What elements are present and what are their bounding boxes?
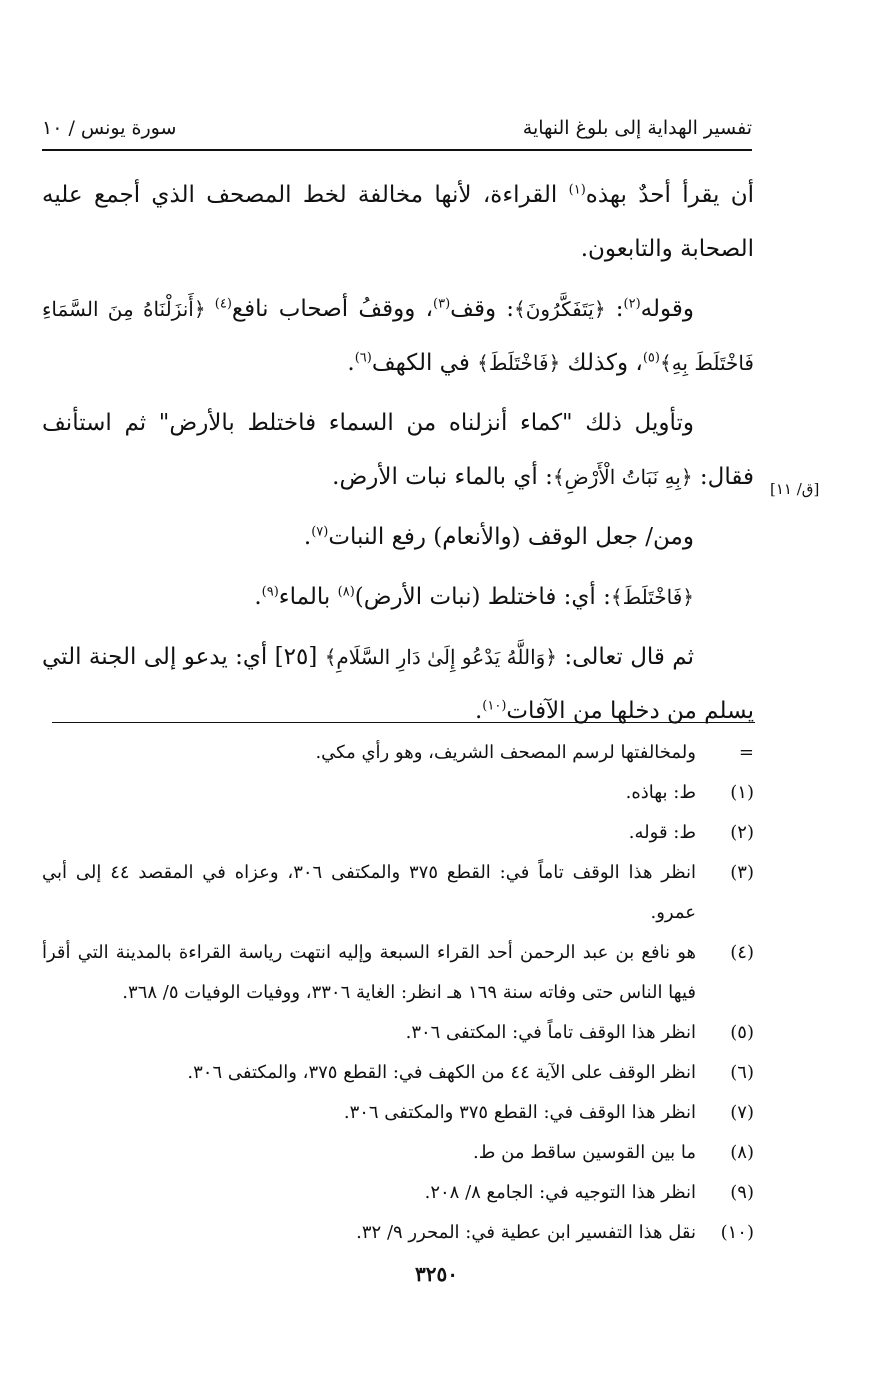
main-text xyxy=(42,168,754,744)
quran-quote: ﴿أَنزَلْنَاهُ مِنَ السَّمَاءِ فَاخْتَلَطَ بِهِ﴾ xyxy=(42,297,754,375)
footnote-text: ما بين القوسين ساقط من ط. xyxy=(473,1142,696,1163)
footnote-text: انظر هذا الوقف في: القطع ٣٧٥ والمكتفى ٣٠٦. xyxy=(343,1102,696,1123)
paragraph-6: ثم قال تعالى: ﴿وَاللَّهُ يَدْعُو إِلَىٰ دَارِ السَّلَامِ﴾ [٢٥] أي: يدعو إلى الجنة التي يسلم من دخلها من الآفات$^{(١٠)}$. xyxy=(42,644,754,724)
footnote-ref: (٥) xyxy=(642,350,660,366)
footnote-item xyxy=(42,1133,754,1173)
page-number: ٣٢٥٠ xyxy=(415,1262,458,1286)
footnote-ref: (٩) xyxy=(261,584,279,600)
footnote-number: (٨) xyxy=(730,1142,754,1163)
manuscript-folio-marker: [ق/ ١١] xyxy=(770,480,820,498)
paragraph-1: أن يقرأ أحدٌ بهذه$^{(١)}$ القراءة، لأنها مخالفة لخط المصحف الذي أجمع عليه الصحابة والتابعون. xyxy=(42,182,754,262)
footnote-ref: (٣) xyxy=(433,296,451,312)
footnote-item xyxy=(42,853,754,933)
footnote-text: انظر هذا الوقف تاماً في: القطع ٣٧٥ والمكتفى ٣٠٦، وعزاه في المقصد ٤٤ إلى أبي عمرو. xyxy=(42,862,697,923)
footnote-number: (٩) xyxy=(730,1182,754,1203)
footnote-text: انظر هذا التوجيه في: الجامع ٨/ ٢٠٨. xyxy=(424,1182,696,1203)
page-header xyxy=(42,112,752,144)
footnote-ref: (٧) xyxy=(311,524,329,540)
footnote-number: (٥) xyxy=(730,1022,754,1043)
footnote-item xyxy=(42,933,754,1013)
footnote-text: ط: قوله. xyxy=(628,822,696,843)
footnote-number: (٢) xyxy=(730,822,754,843)
footnotes xyxy=(42,733,754,1253)
quran-quote: ﴿فَاخْتَلَطَ﴾ xyxy=(477,351,561,375)
footnote-item xyxy=(42,1013,754,1053)
footnote-item xyxy=(42,1093,754,1133)
footnote-text: نقل هذا التفسير ابن عطية في: المحرر ٩/ ٣٢. xyxy=(356,1222,696,1243)
footnote-number: (١٠) xyxy=(720,1222,754,1243)
paragraph-4: ومن/ جعل الوقف (والأنعام) رفع النبات$^{(٧)}$. xyxy=(303,524,694,550)
footnote-number: (٦) xyxy=(730,1062,754,1083)
footnote-text: ط: بهاذه. xyxy=(625,782,696,803)
footnote-text: انظر هذا الوقف تاماً في: المكتفى ٣٠٦. xyxy=(405,1022,696,1043)
footnote-number: (٧) xyxy=(730,1102,754,1123)
quran-quote: ﴿فَاخْتَلَطَ﴾ xyxy=(610,585,694,609)
footnote-item xyxy=(42,1053,754,1093)
paragraph-2: وقوله$^{(٢)}$: ﴿يَتَفَكَّرُونَ﴾: وقف$^{(٣)}$، ووقفُ أصحاب نافع$^{(٤)}$ ﴿أَنزَلْنَاهُ مِنَ السَّمَاءِ فَاخْتَلَطَ بِهِ﴾$^{(٥)}$، وكذلك ﴿فَاخْتَلَطَ﴾ في الكهف$^{(٦)}$. xyxy=(42,296,754,376)
footnote-number: (٤) xyxy=(730,942,754,963)
footnote-ref: (٢) xyxy=(623,296,641,312)
footnote-ref: (٤) xyxy=(214,296,232,312)
quran-quote: ﴿وَاللَّهُ يَدْعُو إِلَىٰ دَارِ السَّلَامِ﴾ xyxy=(324,645,558,669)
footnote-number: (٣) xyxy=(730,862,754,883)
paragraph-3: وتأويل ذلك "كماء أنزلناه من السماء فاختلط بالأرض" ثم استأنف فقال: ﴿بِهِ نَبَاتُ الْأَرْضِ﴾: أي بالماء نبات الأرض. xyxy=(42,410,754,490)
footnote-text: انظر الوقف على الآية ٤٤ من الكهف في: القطع ٣٧٥، والمكتفى ٣٠٦. xyxy=(187,1062,696,1083)
footnote-text: هو نافع بن عبد الرحمن أحد القراء السبعة وإليه انتهت رياسة القراءة بالمدينة التي أقرأ فيها الناس حتى وفاته سنة ١٦٩ هـ انظر: الغاية ٣٣٠٦، ووفيات الوفيات ٥/ ٣٦٨. xyxy=(42,942,696,1003)
header-rule xyxy=(42,149,752,151)
footnote-item xyxy=(42,1213,754,1253)
footnote-ref: (١) xyxy=(568,182,586,198)
quran-quote: ﴿يَتَفَكَّرُونَ﴾ xyxy=(514,297,606,321)
footnote-item xyxy=(42,813,754,853)
footnote-ref: (٨) xyxy=(337,584,355,600)
footnote-number: (١) xyxy=(730,782,754,803)
footnote-ref: (٦) xyxy=(354,350,372,366)
paragraph-5: ﴿فَاخْتَلَطَ﴾: أي: فاختلط (نبات الأرض)$^{(٨)}$ بالماء$^{(٩)}$. xyxy=(254,584,694,610)
footnote-item xyxy=(42,773,754,813)
footnote-number: = xyxy=(738,742,754,763)
footnote-item xyxy=(42,733,754,773)
footnote-ref: (١٠) xyxy=(482,698,507,714)
footnote-item xyxy=(42,1173,754,1213)
quran-quote: ﴿بِهِ نَبَاتُ الْأَرْضِ﴾ xyxy=(552,465,693,489)
book-title: تفسير الهداية إلى بلوغ النهاية xyxy=(522,117,752,139)
footnote-rule xyxy=(52,722,755,723)
surah-label: سورة يونس / ١٠ xyxy=(42,117,177,139)
footnote-text: ولمخالفتها لرسم المصحف الشريف، وهو رأي مكي. xyxy=(315,742,696,763)
